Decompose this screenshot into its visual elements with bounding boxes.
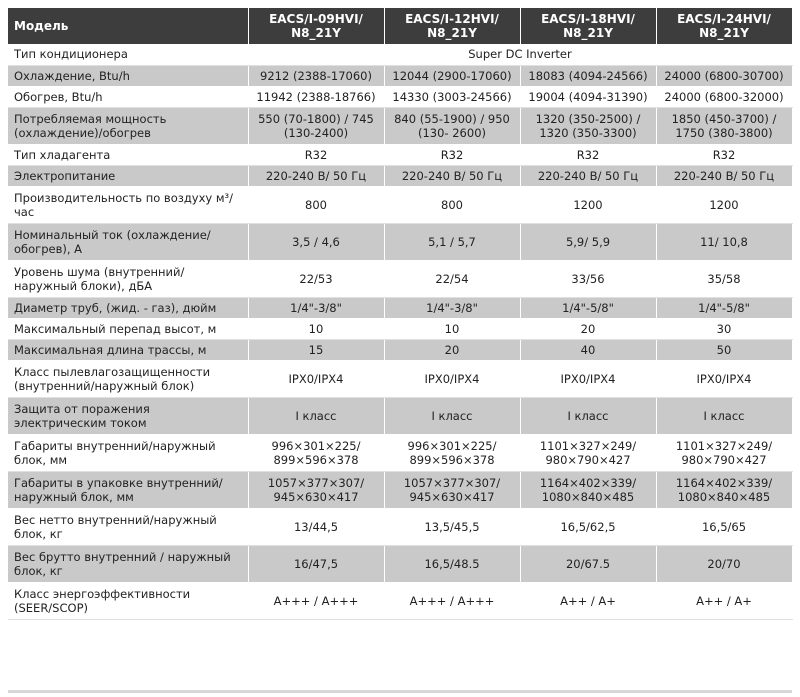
row-label: Вес нетто внутренний/наружный блок, кг: [8, 508, 248, 545]
header-cell-24: EACS/I-24HVI/ N8_21Y: [656, 8, 792, 44]
row-value: 30: [656, 318, 792, 339]
row-label: Охлаждение, Btu/h: [8, 65, 248, 86]
row-value: 5,9/ 5,9: [520, 223, 656, 260]
table-row: [8, 44, 792, 65]
row-value: IPX0/IPX4: [248, 360, 384, 397]
row-value: 1/4"-5/8": [656, 297, 792, 318]
table-row: [8, 434, 792, 471]
row-value: 19004 (4094-31390): [520, 86, 656, 107]
row-value: 220-240 В/ 50 Гц: [384, 165, 520, 186]
row-label: Обогрев, Btu/h: [8, 86, 248, 107]
row-value: 50: [656, 339, 792, 360]
row-value: 13,5/45,5: [384, 508, 520, 545]
row-value: IPX0/IPX4: [520, 360, 656, 397]
row-value: I класс: [520, 397, 656, 434]
table-row: [8, 339, 792, 360]
table-row: [8, 397, 792, 434]
row-value: 24000 (6800-30700): [656, 65, 792, 86]
row-value: 9212 (2388-17060): [248, 65, 384, 86]
table-row: [8, 186, 792, 223]
row-value: 33/56: [520, 260, 656, 297]
row-value: 3,5 / 4,6: [248, 223, 384, 260]
row-label: Тип хладагента: [8, 144, 248, 165]
row-label: Вес брутто внутренний / наружный блок, кг: [8, 545, 248, 582]
row-label: Класс энергоэффективности (SEER/SCOP): [8, 582, 248, 619]
row-value: 800: [384, 186, 520, 223]
spec-table: [8, 8, 793, 620]
row-value: 1057×377×307/ 945×630×417: [384, 471, 520, 508]
table-row: [8, 471, 792, 508]
row-value: I класс: [384, 397, 520, 434]
row-value: I класс: [656, 397, 792, 434]
row-value: 16,5/48.5: [384, 545, 520, 582]
row-value: 35/58: [656, 260, 792, 297]
row-value: A+++ / A+++: [384, 582, 520, 619]
header-row: [8, 8, 792, 44]
row-value: 220-240 В/ 50 Гц: [520, 165, 656, 186]
header-cell-09: EACS/I-09HVI/ N8_21Y: [248, 8, 384, 44]
row-value: IPX0/IPX4: [656, 360, 792, 397]
row-value: 10: [384, 318, 520, 339]
row-label: Производительность по воздуху м³/час: [8, 186, 248, 223]
row-value: 1164×402×339/ 1080×840×485: [520, 471, 656, 508]
table-row: [8, 223, 792, 260]
row-value: 20/67.5: [520, 545, 656, 582]
row-value: 10: [248, 318, 384, 339]
row-value: A++ / A+: [656, 582, 792, 619]
row-value: R32: [656, 144, 792, 165]
row-value: 1850 (450-3700) / 1750 (380-3800): [656, 107, 792, 144]
row-value: 20: [384, 339, 520, 360]
row-value: 800: [248, 186, 384, 223]
row-value: 220-240 В/ 50 Гц: [656, 165, 792, 186]
row-value: 16,5/65: [656, 508, 792, 545]
row-value: 16/47,5: [248, 545, 384, 582]
row-value: 1200: [656, 186, 792, 223]
table-row: [8, 582, 792, 619]
row-span-value: Super DC Inverter: [248, 44, 792, 65]
row-value: 1/4"-3/8": [384, 297, 520, 318]
header-cell-model: Модель: [8, 8, 248, 44]
row-value: A++ / A+: [520, 582, 656, 619]
row-value: 40: [520, 339, 656, 360]
table-row: [8, 86, 792, 107]
row-value: 16,5/62,5: [520, 508, 656, 545]
row-value: R32: [248, 144, 384, 165]
table-row: [8, 65, 792, 86]
row-label: Максимальная длина трассы, м: [8, 339, 248, 360]
table-row: [8, 297, 792, 318]
row-value: 1/4"-3/8": [248, 297, 384, 318]
row-value: 220-240 В/ 50 Гц: [248, 165, 384, 186]
row-label: Габариты внутренний/наружный блок, мм: [8, 434, 248, 471]
table-row: [8, 318, 792, 339]
table-row: [8, 545, 792, 582]
row-label: Габариты в упаковке внутренний/ наружный блок, мм: [8, 471, 248, 508]
footer-divider: [8, 690, 792, 693]
header-cell-18: EACS/I-18HVI/ N8_21Y: [520, 8, 656, 44]
row-value: 1200: [520, 186, 656, 223]
header-cell-12: EACS/I-12HVI/ N8_21Y: [384, 8, 520, 44]
row-value: 1101×327×249/ 980×790×427: [656, 434, 792, 471]
table-row: [8, 260, 792, 297]
row-label: Электропитание: [8, 165, 248, 186]
row-value: 1164×402×339/ 1080×840×485: [656, 471, 792, 508]
row-value: 996×301×225/ 899×596×378: [248, 434, 384, 471]
row-value: 840 (55-1900) / 950 (130- 2600): [384, 107, 520, 144]
table-row: [8, 107, 792, 144]
row-value: 22/53: [248, 260, 384, 297]
row-value: 1320 (350-2500) / 1320 (350-3300): [520, 107, 656, 144]
row-value: 996×301×225/ 899×596×378: [384, 434, 520, 471]
row-value: 1/4"-5/8": [520, 297, 656, 318]
row-value: 12044 (2900-17060): [384, 65, 520, 86]
row-value: 22/54: [384, 260, 520, 297]
row-value: 15: [248, 339, 384, 360]
row-value: 11942 (2388-18766): [248, 86, 384, 107]
table-row: [8, 508, 792, 545]
row-value: 5,1 / 5,7: [384, 223, 520, 260]
row-value: 20/70: [656, 545, 792, 582]
row-label: Защита от поражения электрическим током: [8, 397, 248, 434]
row-label: Потребляемая мощность (охлаждение)/обогрев: [8, 107, 248, 144]
table-row: [8, 165, 792, 186]
row-value: 1057×377×307/ 945×630×417: [248, 471, 384, 508]
row-value: 550 (70-1800) / 745 (130-2400): [248, 107, 384, 144]
row-label: Максимальный перепад высот, м: [8, 318, 248, 339]
row-value: 11/ 10,8: [656, 223, 792, 260]
row-value: 14330 (3003-24566): [384, 86, 520, 107]
row-label: Тип кондиционера: [8, 44, 248, 65]
row-value: R32: [384, 144, 520, 165]
row-value: 13/44,5: [248, 508, 384, 545]
row-value: 18083 (4094-24566): [520, 65, 656, 86]
row-value: A+++ / A+++: [248, 582, 384, 619]
row-label: Номинальный ток (охлаждение/ обогрев), А: [8, 223, 248, 260]
row-label: Диаметр труб, (жид. - газ), дюйм: [8, 297, 248, 318]
row-value: 1101×327×249/ 980×790×427: [520, 434, 656, 471]
row-value: 24000 (6800-32000): [656, 86, 792, 107]
row-value: 20: [520, 318, 656, 339]
row-label: Уровень шума (внутренний/ наружный блоки), дБА: [8, 260, 248, 297]
row-value: IPX0/IPX4: [384, 360, 520, 397]
table-row: [8, 360, 792, 397]
row-value: I класс: [248, 397, 384, 434]
table-row: [8, 144, 792, 165]
row-label: Класс пылевлагозащищенности (внутренний/наружный блок): [8, 360, 248, 397]
row-value: R32: [520, 144, 656, 165]
